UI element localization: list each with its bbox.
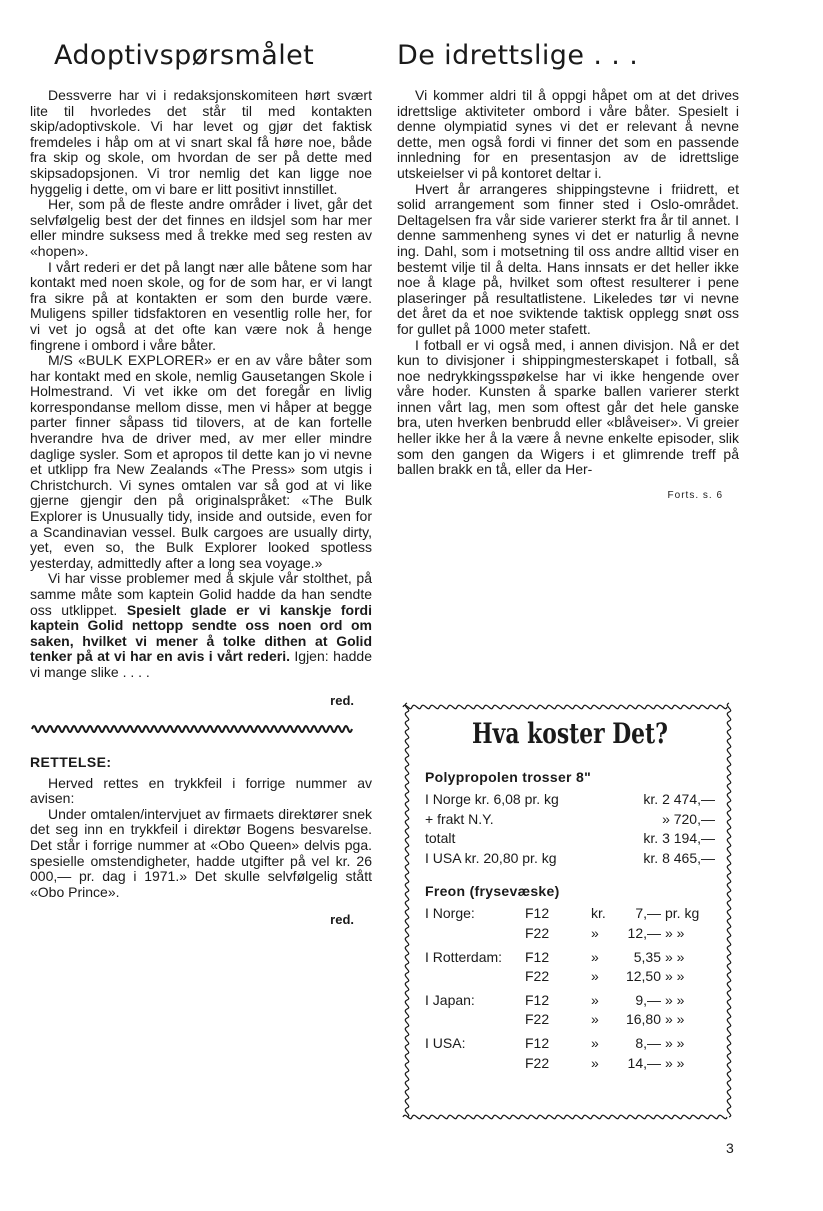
price: 8,— <box>635 1034 661 1051</box>
place <box>425 925 525 945</box>
polypropolen-table <box>425 791 715 869</box>
grade: F22 <box>525 924 550 941</box>
left-column <box>30 40 372 927</box>
unit: » » <box>665 968 685 985</box>
adoptiv-paragraph: I vårt rederi er det på langt nær alle båtene som har kontakt med noen skole, og for de som har, er vi langt fra sikre på at kontakten er som den burde være. Muligens spiller tidsfaktoren en vesentlig rolle her, for vi vet jo også at det ofte kan være nok å henge fingrene i ombord i våre båter. <box>30 258 372 353</box>
adoptiv-paragraph: Dessverre har vi i redaksjonskomiteen hørt svært lite til hvorledes det står til med kontakten skip/adoptivskole. Vi har levet og gjør det faktisk fremdeles i håp om at vi snart skal få høre noe, både fra skip og skole, om hvordan de ser på dette med skipsadopsjonen. Vi tror nemlig det kan ligge noe hyggelig i dette, om vi bare er litt positivt innstillet. <box>30 87 372 197</box>
wavy-divider <box>30 722 355 736</box>
price: 14,— <box>627 1054 661 1071</box>
row-value: kr. 2 474,— <box>643 791 715 807</box>
currency: » <box>591 991 599 1008</box>
adoptiv-title: Adoptivspørsmålet <box>54 40 315 71</box>
unit: pr. kg <box>665 905 700 922</box>
row-label: + frakt N.Y. <box>425 810 494 827</box>
unit: » » <box>665 1054 685 1071</box>
grade: F12 <box>525 991 550 1008</box>
table-row <box>425 830 715 850</box>
row-value: » 720,— <box>662 810 715 827</box>
grade: F22 <box>525 968 550 985</box>
table-row <box>425 945 715 969</box>
rettelse-paragraph: Under omtalen/intervjuet av firmaets direktører snek det seg inn en trykkfeil i direktør Bogens besvarelse. Det står i forrige nummer at «Obo Queen» delvis pga. spesielle omstendigheter, hadde utgifter på vel kr. 26 000,— pr. dag i 1971.» Det skulle selvfølgelig stått «Obo Prince». <box>30 805 372 900</box>
adoptiv-paragraph: Her, som på de fleste andre områder i livet, går det selvfølgelig best der det finnes en ildsjel som har mer eller mindre suksess med å trekke med seg resten av «hopen». <box>30 196 372 259</box>
currency: » <box>591 948 599 965</box>
place <box>425 968 525 988</box>
price-box <box>397 697 739 1127</box>
currency: » <box>591 924 599 941</box>
grade: F12 <box>525 905 550 922</box>
currency: » <box>591 968 599 985</box>
signature: red. <box>330 912 354 928</box>
place: I USA: <box>425 1034 466 1051</box>
table-row <box>425 1031 715 1055</box>
place: I Rotterdam: <box>425 948 503 965</box>
grade: F22 <box>525 1011 550 1028</box>
rettelse-paragraph: Herved rettes en trykkfeil i forrige nummer av avisen: <box>30 774 372 807</box>
table-row <box>425 905 715 925</box>
freon-table <box>425 905 715 1074</box>
currency: » <box>591 1054 599 1071</box>
adoptiv-text: Vi har visse problemer med å skjule vår stolthet, på samme måte som kaptein Golid hadde da han sendte oss utklippet. <box>30 570 372 618</box>
price-box-title: Hva koster Det? <box>472 717 668 750</box>
adoptiv-paragraph <box>30 571 372 680</box>
freon-heading: Freon (frysevæske) <box>425 883 560 900</box>
unit: » » <box>665 924 685 941</box>
row-value: kr. 8 465,— <box>643 849 715 866</box>
rettelse-heading: RETTELSE: <box>30 753 112 770</box>
price: 5,35 <box>633 948 661 965</box>
table-row <box>425 1011 715 1031</box>
place <box>425 1055 525 1075</box>
grade: F12 <box>525 1034 550 1051</box>
unit: » » <box>665 991 685 1008</box>
polypropolen-heading: Polypropolen trosser 8" <box>425 769 592 785</box>
idrett-title: De idrettslige . . . <box>397 40 639 71</box>
continued-note: Forts. s. 6 <box>667 489 723 501</box>
price: 7,— <box>635 905 661 922</box>
adoptiv-text: Igjen: hadde vi mange slike . . . . <box>30 648 372 680</box>
price: 12,— <box>627 924 661 941</box>
unit: » » <box>665 1011 685 1028</box>
price: 16,80 <box>625 1011 661 1028</box>
grade: F12 <box>525 948 550 965</box>
right-column <box>397 40 739 501</box>
unit: » » <box>665 948 685 965</box>
currency: » <box>591 1034 599 1051</box>
table-row <box>425 811 715 831</box>
table-row <box>425 925 715 945</box>
row-value: kr. 3 194,— <box>643 830 715 847</box>
row-label: I Norge kr. 6,08 pr. kg <box>425 791 559 807</box>
currency: kr. <box>591 905 606 922</box>
place: I Japan: <box>425 991 475 1008</box>
table-row <box>425 791 715 811</box>
row-label: totalt <box>425 830 456 847</box>
idrett-paragraph: Hvert år arrangeres shippingstevne i friidrett, et solid arrangement som finner sted i Oslo-området. Deltagelsen fra vår side varierer sterkt fra år til annet. I denne sammenheng synes vi det er naturlig å nevne ing. Dahl, som i motsetning til oss andre alltid viser en bestemt vilje til å delta. Hans innsats er det heller ikke noe å klage på, hvilket som oftest resulterer i pene plaseringer på resultatlistene. Likeledes tør vi nevne det året da et noe sviktende taktisk opplegg snøt oss for gullet på 1000 meter stafett. <box>397 180 739 337</box>
idrett-paragraph: I fotball er vi også med, i annen divisjon. Nå er det kun to divisjoner i shippingmesterskapet i fotball, så noe nedrykkingsspøkelse har vi ikke hengende over våre hoder. Kunsten å sparke ballen varierer sterkt innen vårt lag, men som oftest går det hele ganske bra, uten hverken benbrudd eller «blåveiser». Vi greier heller ikke her å la være å nevne enkelte episoder, slik som den gangen da Wigers i et glimrende treff på ballen brakk en tå, eller da Her- <box>397 336 739 478</box>
place <box>425 1011 525 1031</box>
price: 12,50 <box>625 968 661 985</box>
grade: F22 <box>525 1054 550 1071</box>
adoptiv-bold-text: Spesielt glade er vi kanskje fordi kaptein Golid nettopp sendte oss noen ord om saken, hvilket vi mener å tolke dithen at Golid tenker på at vi har en avis i vårt rederi. <box>30 601 372 665</box>
table-row <box>425 850 715 870</box>
table-row <box>425 988 715 1012</box>
table-row <box>425 968 715 988</box>
row-label: I USA kr. 20,80 pr. kg <box>425 849 557 866</box>
unit: » » <box>665 1034 685 1051</box>
page-number: 3 <box>726 1140 734 1156</box>
signature: red. <box>330 692 354 708</box>
idrett-paragraph: Vi kommer aldri til å oppgi håpet om at det drives idrettslige aktiviteter ombord i våre båter. Spesielt i denne olympiatid synes vi det er relevant å nevne dette, men også fordi vi finner det som en passende innledning for en presentasjon av de idrettslige utskeielser vi på kontoret deltar i. <box>397 87 739 181</box>
place: I Norge: <box>425 905 475 922</box>
currency: » <box>591 1011 599 1028</box>
table-row <box>425 1055 715 1075</box>
price: 9,— <box>635 991 661 1008</box>
adoptiv-paragraph: M/S «BULK EXPLORER» er en av våre båter som har kontakt med en skole, nemlig Gausetangen Skole i Holmestrand. Vi vet ikke om det foregår en livlig korrespondanse mellom disse, men vi håper at begge parter finner såpass tid tilovers, at de kan fortelle hverandre hva de driver med, av mer eller mindre daglige sysler. Som et apropos til dette kan jo vi nevne et utklipp fra New Zealands «The Press» som utgis i Christchurch. Vi synes omtalen var så god at vi like gjerne gjengir den på originalspråket: «The Bulk Explorer is Unusually tidy, inside and outside, even for a Scandinavian vessel. Bulk cargoes are usually dirty, yet, even so, the Bulk Explorer looked spotless yesterday, admittedly after a long sea voyage.» <box>30 352 372 571</box>
